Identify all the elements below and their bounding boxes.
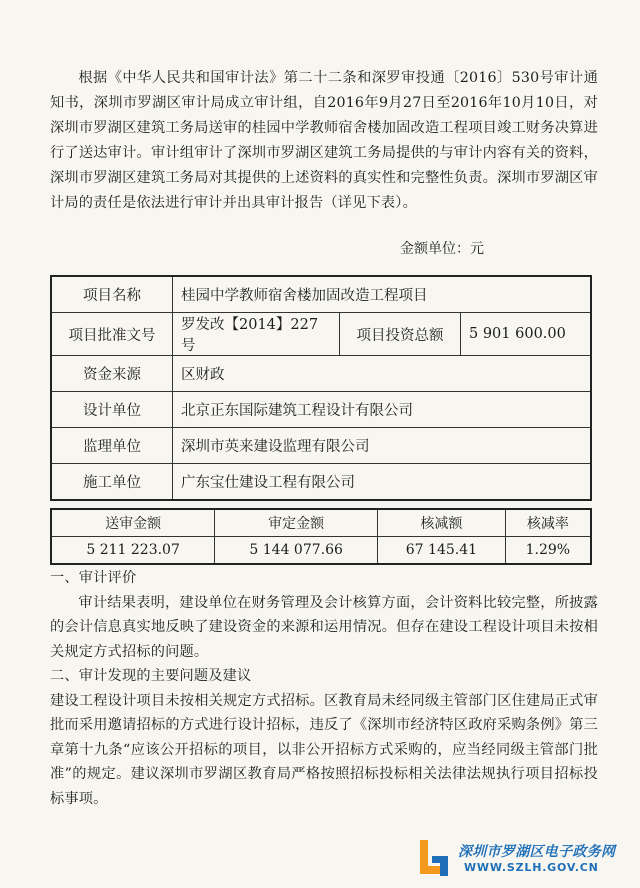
reduction-amount-header: 核减额 [378, 509, 506, 537]
design-unit-value: 北京正东国际建筑工程设计有限公司 [173, 392, 592, 428]
watermark-url: WWW.SZLH.GOV.CN [464, 861, 599, 874]
table-row [51, 313, 591, 356]
construction-unit-label: 施工单位 [51, 464, 173, 501]
watermark-title: 深圳市罗湖区电子政务网 [458, 844, 616, 860]
supervision-unit-label: 监理单位 [51, 428, 173, 464]
project-name-label: 项目名称 [51, 276, 173, 313]
project-name-value: 桂园中学教师宿舍楼加固改造工程项目 [173, 276, 592, 313]
site-watermark-logo [412, 836, 634, 882]
table-header-row [51, 509, 591, 537]
report-body [50, 566, 598, 811]
table-row [51, 464, 591, 501]
table-row [51, 356, 591, 392]
section-2-title: 二、审计发现的主要问题及建议 [50, 668, 252, 684]
investment-value: 5 901 600.00 [461, 313, 592, 356]
approved-amount-header: 审定金额 [215, 509, 378, 537]
submitted-amount-value: 5 211 223.07 [51, 537, 215, 565]
project-info-table [50, 275, 592, 501]
audit-amount-table [50, 508, 592, 565]
table-row [51, 276, 591, 313]
approval-no-value: 罗发改【2014】227号 [173, 313, 340, 356]
amount-unit-label: 金额单位：元 [400, 241, 484, 257]
luohu-logo-icon [412, 836, 456, 880]
submitted-amount-header: 送审金额 [51, 509, 215, 537]
intro-text: 根据《中华人民共和国审计法》第二十二条和深罗审投通〔2016〕530号审计通知书，深圳市罗湖区审计局成立审计组，自2016年9月27日至2016年10月10日，对深圳市罗湖区建筑工务局送审的桂园中学教师宿舍楼加固改造工程项目竣工财务决算进行了送达审计。审计组审计了深圳市罗湖区建筑工务局提供的与审计内容有关的资料，深圳市罗湖区建筑工务局对其提供的上述资料的真实性和完整性负责。深圳市罗湖区审计局的责任是依法进行审计并出具审计报告（详见下表）。 [50, 70, 598, 211]
table-row [51, 392, 591, 428]
reduction-rate-value: 1.29% [505, 537, 591, 565]
intro-paragraph [50, 66, 598, 216]
investment-label: 项目投资总额 [340, 313, 461, 356]
approved-amount-value: 5 144 077.66 [215, 537, 378, 565]
table-row [51, 537, 591, 565]
reduction-amount-value: 67 145.41 [378, 537, 506, 565]
supervision-unit-value: 深圳市英来建设监理有限公司 [173, 428, 592, 464]
construction-unit-value: 广东宝仕建设工程有限公司 [173, 464, 592, 501]
section-1-title: 一、审计评价 [50, 570, 137, 586]
section-2-text: 建设工程设计项目未按相关规定方式招标。区教育局未经同级主管部门区住建局正式审批而采用邀请招标的方式进行设计招标，违反了《深圳市经济特区政府采购条例》第三章第十九条“应该公开招标的项目，以非公开招标方式采购的，应当经同级主管部门批准”的规定。建议深圳市罗湖区教育局严格按照招标投标相关法律法规执行项目招标投标事项。 [50, 692, 598, 807]
fund-source-value: 区财政 [173, 356, 592, 392]
section-1-text: 审计结果表明，建设单位在财务管理及会计核算方面，会计资料比较完整，所披露的会计信息真实地反映了建设资金的来源和运用情况。但存在建设工程设计项目未按相关规定方式招标的问题。 [50, 594, 598, 660]
approval-no-label: 项目批准文号 [51, 313, 173, 356]
fund-source-label: 资金来源 [51, 356, 173, 392]
design-unit-label: 设计单位 [51, 392, 173, 428]
table-row [51, 428, 591, 464]
reduction-rate-header: 核减率 [505, 509, 591, 537]
